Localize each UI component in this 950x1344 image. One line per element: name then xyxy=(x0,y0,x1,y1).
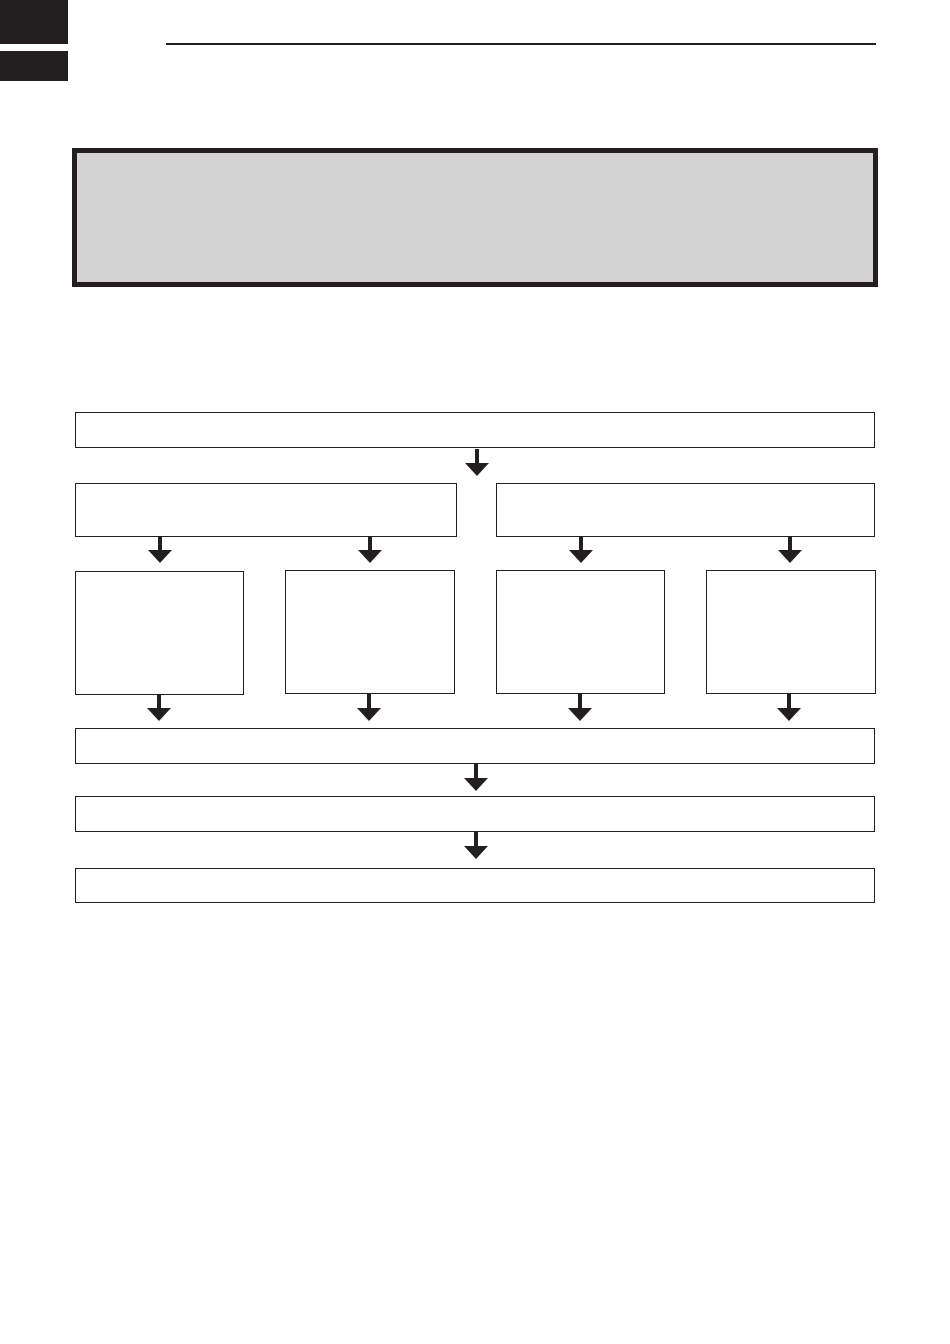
arrow-down-icon xyxy=(357,694,381,722)
flow-box-next xyxy=(75,796,875,832)
flow-box-branch-3 xyxy=(496,570,665,694)
arrow-down-icon xyxy=(147,694,171,722)
arrow-down-icon xyxy=(569,536,593,564)
arrow-down-icon xyxy=(148,536,172,564)
notice-box xyxy=(72,148,878,287)
arrow-down-icon xyxy=(778,536,802,564)
header-rule xyxy=(166,43,876,45)
notice-text xyxy=(77,153,873,181)
flow-box-branch-4 xyxy=(706,570,876,694)
flow-box-group-right xyxy=(496,483,875,537)
arrow-down-icon xyxy=(358,536,382,564)
section-tab-upper xyxy=(0,0,68,44)
arrow-down-icon xyxy=(465,449,489,477)
arrow-down-icon xyxy=(464,832,488,860)
flow-box-branch-2 xyxy=(285,570,455,694)
arrow-down-icon xyxy=(464,764,488,792)
section-label xyxy=(166,18,876,40)
flow-box-branch-1 xyxy=(75,571,244,695)
flow-box-final xyxy=(75,868,875,903)
arrow-down-icon xyxy=(568,694,592,722)
flow-box-merge xyxy=(75,728,875,764)
flow-box-group-left xyxy=(75,483,457,537)
flow-box-top xyxy=(75,412,875,448)
arrow-down-icon xyxy=(777,694,801,722)
section-tab-lower xyxy=(0,51,68,81)
